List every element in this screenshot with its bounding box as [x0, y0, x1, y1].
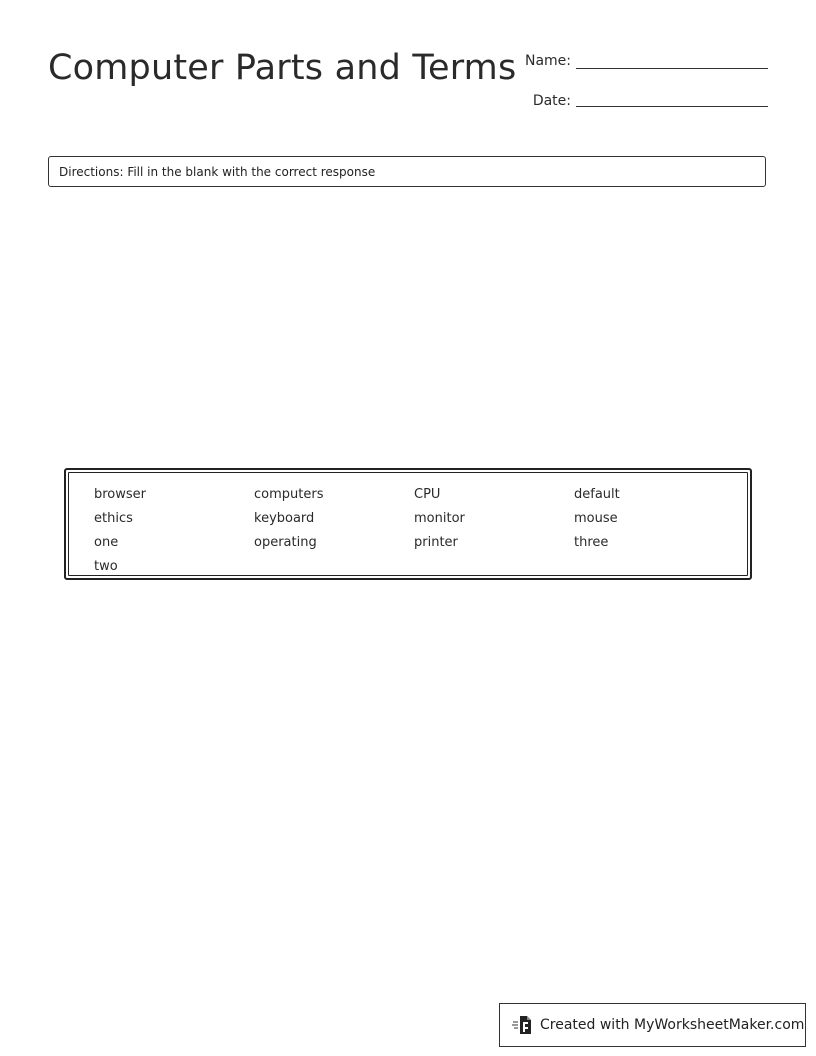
word-bank-item: CPU — [414, 487, 441, 502]
footer-credit[interactable] — [499, 1003, 806, 1047]
word-bank-inner-frame — [68, 472, 748, 576]
word-bank-item: three — [574, 535, 609, 550]
word-bank-grid — [94, 483, 734, 579]
word-bank-item: ethics — [94, 511, 133, 526]
word-bank-item: one — [94, 535, 119, 550]
date-field — [533, 88, 768, 110]
word-bank — [64, 468, 752, 580]
word-bank-item: default — [574, 487, 620, 502]
word-bank-item: printer — [414, 535, 458, 550]
name-label: Name: — [524, 53, 571, 69]
name-blank-line[interactable] — [576, 50, 768, 69]
page-title: Computer Parts and Terms — [48, 48, 517, 88]
word-bank-item: keyboard — [254, 511, 315, 526]
worksheet-logo-icon — [512, 1014, 534, 1036]
word-bank-item: operating — [254, 535, 317, 550]
word-bank-item: mouse — [574, 511, 618, 526]
word-bank-item: two — [94, 559, 118, 574]
word-bank-item: monitor — [414, 511, 465, 526]
date-label: Date: — [532, 93, 571, 109]
date-blank-line[interactable] — [576, 88, 768, 107]
name-field — [525, 50, 768, 72]
footer-text: Created with MyWorksheetMaker.com — [540, 1017, 805, 1033]
word-bank-item: computers — [254, 487, 324, 502]
word-bank-item: browser — [94, 487, 147, 502]
directions-box: Directions: Fill in the blank with the correct response — [48, 156, 766, 187]
